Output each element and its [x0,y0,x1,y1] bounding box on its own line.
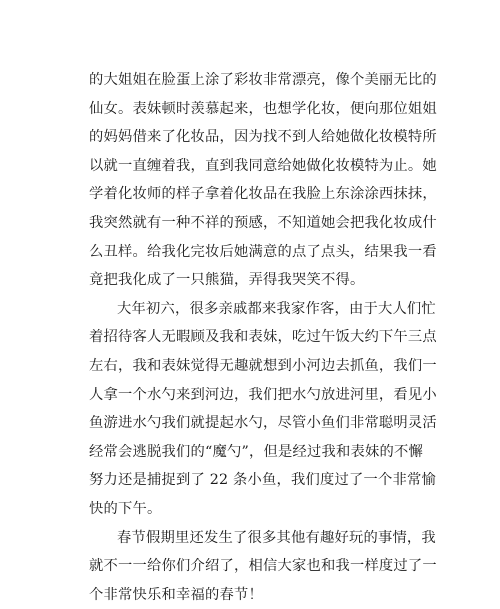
text-line: 仙女。表妹顿时羡慕起来，也想学化妆，便向那位姐姐 [89,100,437,117]
text-line: 快的下午。 [89,500,162,517]
text-line: 学着化妆师的样子拿着化妆品在我脸上东涂涂西抹抹， [89,186,437,203]
text-line: 以就一直缠着我，直到我同意给她做化妆模特为止。她 [89,157,437,174]
text-line: 竟把我化成了一只熊猫，弄得我哭笑不得。 [89,272,365,289]
text-line: 我突然就有一种不祥的预感，不知道她会把我化妆成什 [89,214,437,231]
text-line: 着招待客人无暇顾及我和表妹，吃过午饭大约下午三点 [89,329,437,346]
text-line: 经常会逃脱我们的“魔勺”，但是经过我和表妹的不懈 [89,443,423,460]
text-line: 努力还是捕捉到了 22 条小鱼，我们度过了一个非常愉 [89,472,437,489]
text-line: 个非常快乐和幸福的春节！ [89,586,263,603]
essay-text [89,66,437,609]
text-line: 的妈妈借来了化妆品，因为找不到人给她做化妆模特所 [89,129,437,146]
text-line: 么丑样。给我化完妆后她满意的点了点头，结果我一看 [89,243,437,260]
text-line: 就不一一给你们介绍了，相信大家也和我一样度过了一 [89,558,437,575]
paragraph-start-line: 大年初六，很多亲戚都来我家作客，由于大人们忙 [117,300,436,317]
text-line: 的大姐姐在脸蛋上涂了彩妆非常漂亮，像个美丽无比的 [89,72,437,88]
text-line: 左右，我和表妹觉得无趣就想到小河边去抓鱼，我们一 [89,357,437,374]
text-line: 人拿一个水勺来到河边，我们把水勺放进河里，看见小 [89,386,437,403]
paragraph-start-line: 春节假期里还发生了很多其他有趣好玩的事情，我 [117,529,436,546]
text-line: 鱼游进水勺我们就提起水勺，尽管小鱼们非常聪明灵活 [89,415,437,432]
